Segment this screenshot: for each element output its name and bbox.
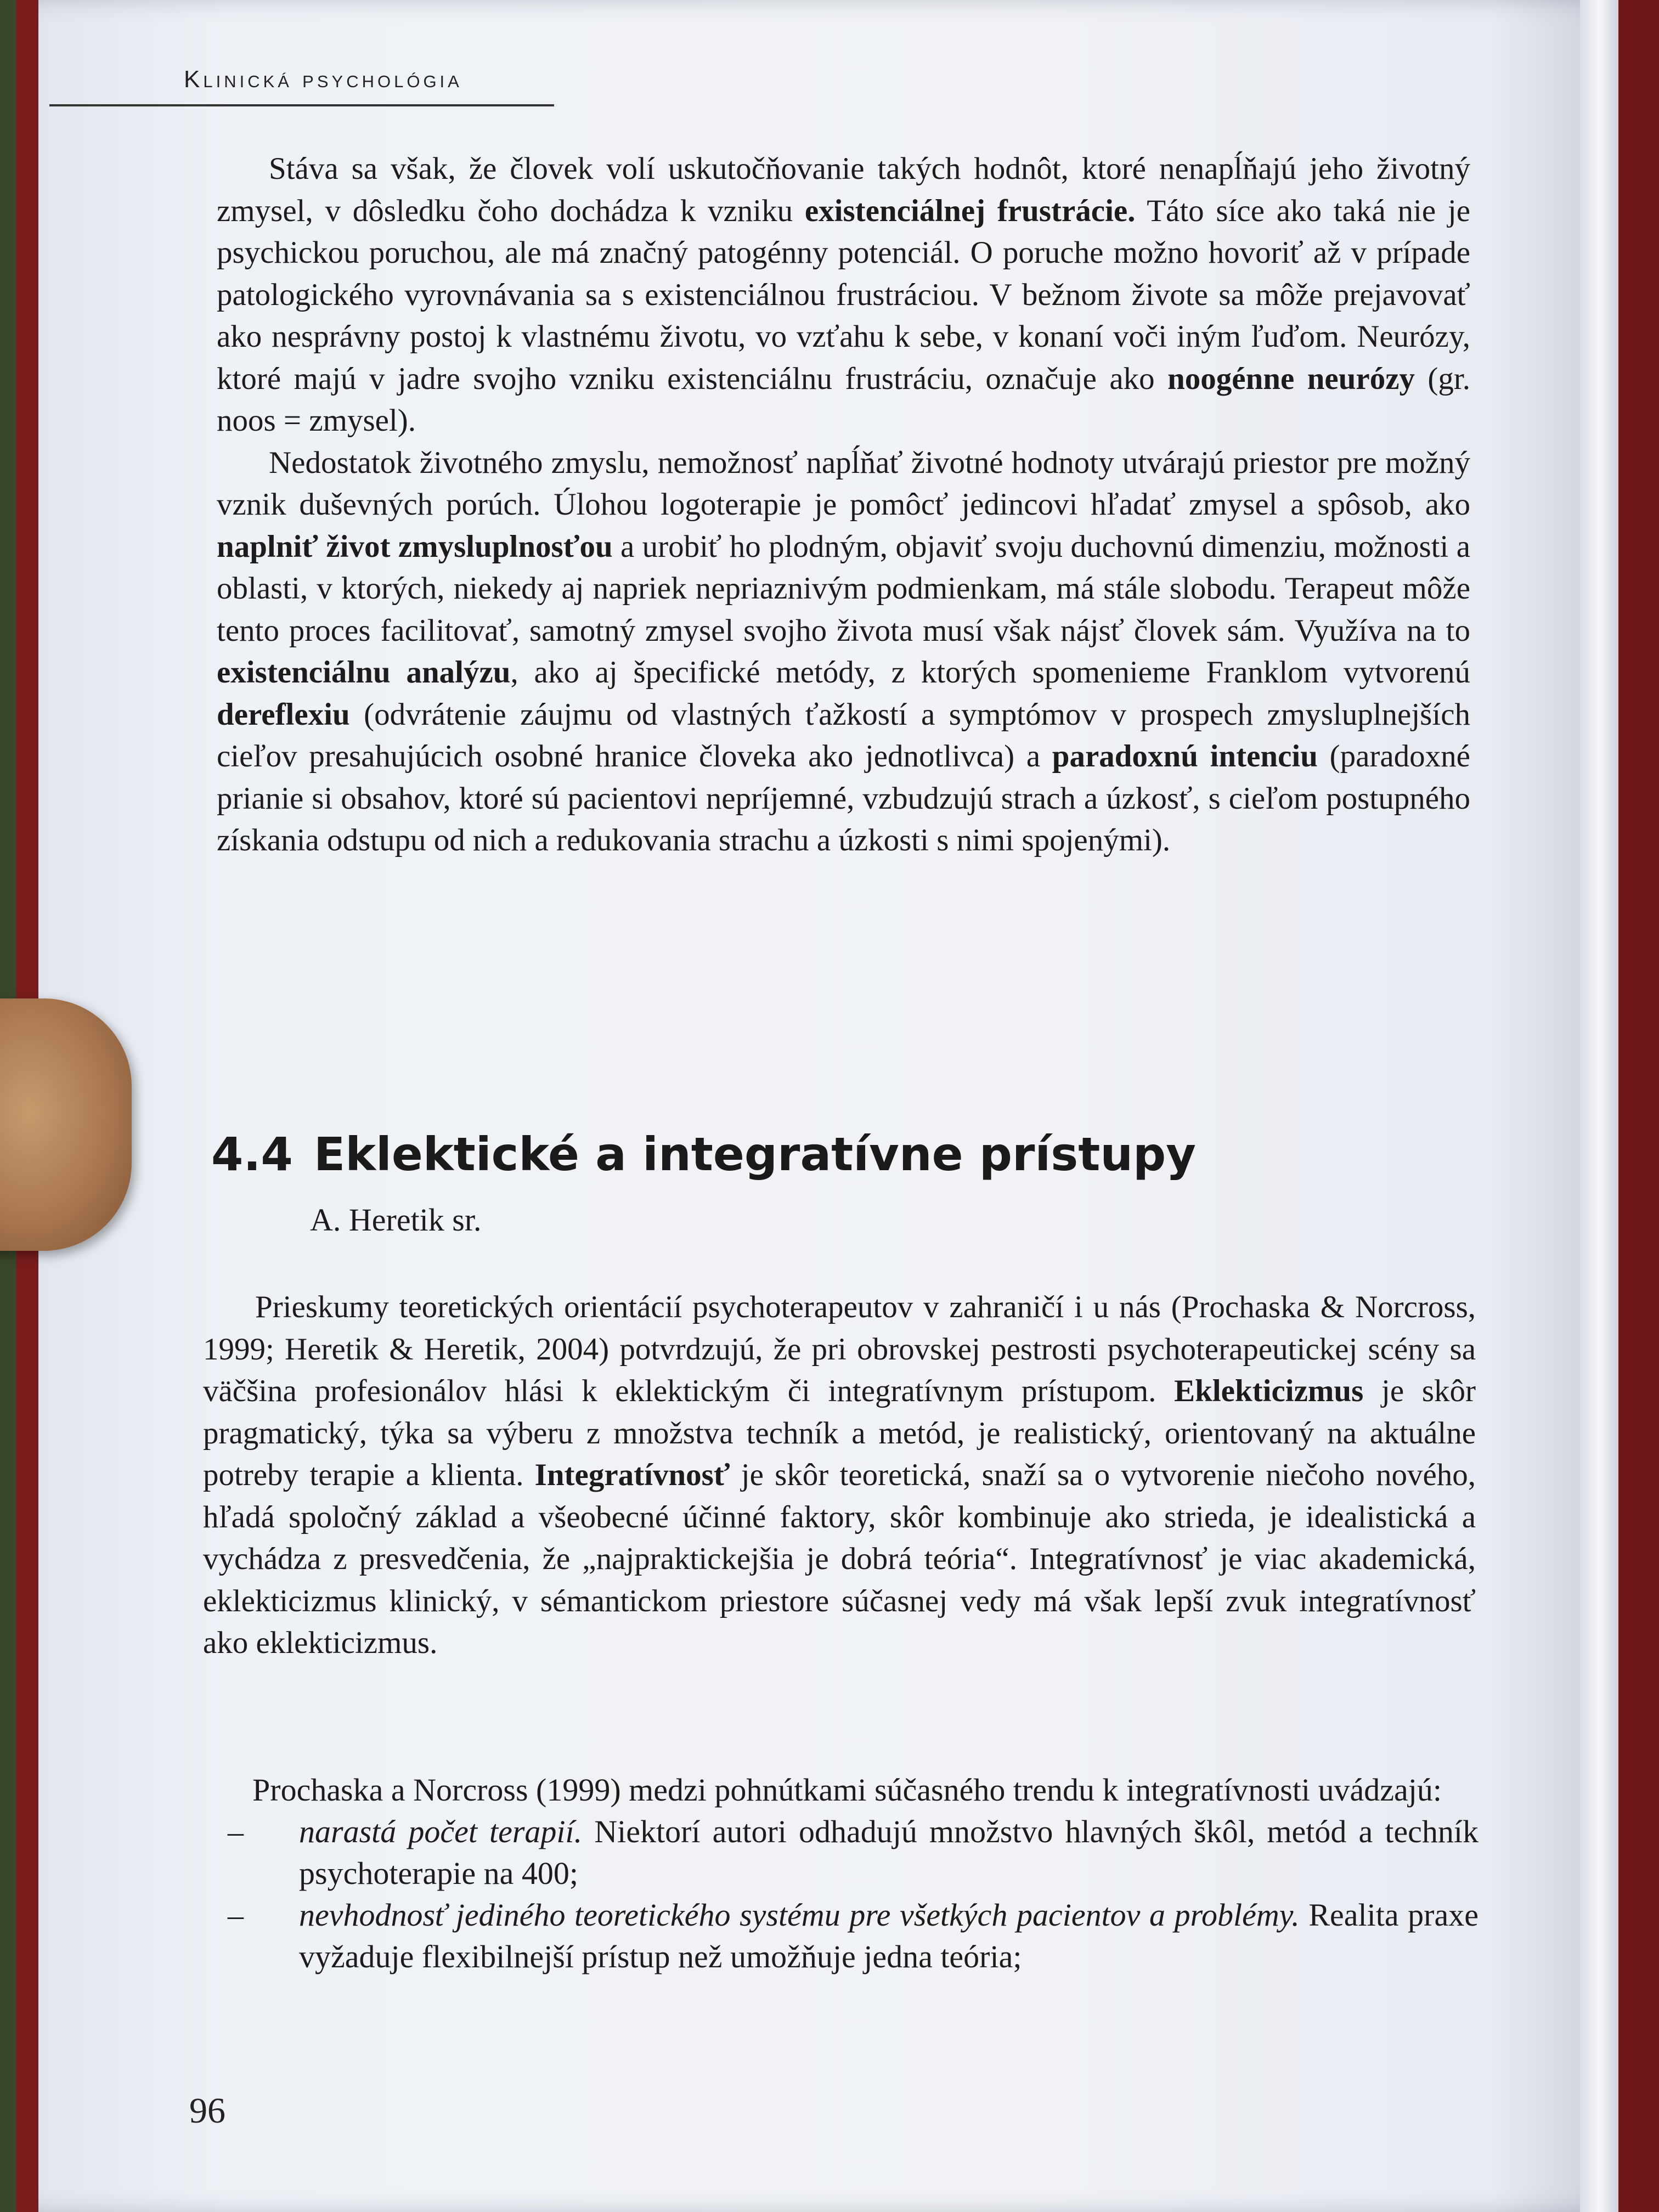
- text-run: Nedostatok životného zmyslu, nemožnosť napĺňať životné hodnoty utvárajú priestor pre možný vznik duševných porúch. Úlohou logoterapie je pomôcť jedincovi hľadať zmysel a spôsob, ako: [217, 445, 1470, 522]
- paragraph: [217, 148, 1470, 442]
- text-run: je skôr teoretická, snaží sa o vytvorenie niečoho nového, hľadá spoločný základ a všeobecné účinné faktory, skôr kombinuje ako strieda, je idealistická a vychádza z presvedčenia, že „najpraktickejšia je dobrá teória“. Integratívnosť je viac akademická, eklekticizmus klinický, v sémantickom priestore súčasnej vedy má však lepší zvuk integratívnosť ako eklekticizmus.: [203, 1458, 1476, 1660]
- list-item-text: Realita praxe vyžaduje flexibilnejší prístup než umožňuje jedna teória;: [299, 1897, 1479, 1974]
- list-item-lead: narastá počet terapií.: [299, 1814, 583, 1849]
- text-run: je skôr pragmatický, týka sa výberu z množstva techník a metód, je realistický, orientovaný na aktuálne potreby terapie a klienta.: [203, 1374, 1476, 1492]
- dash-marker: –: [228, 1814, 244, 1849]
- dash-marker: –: [228, 1897, 244, 1933]
- list-item: [200, 1811, 1479, 1894]
- bold-term: dereflexiu: [217, 697, 350, 732]
- paragraph: [217, 442, 1470, 862]
- list-intro: Prochaska a Norcross (1999) medzi pohnútkami súčasného trendu k integratívnosti uvádzajú:: [252, 1772, 1442, 1808]
- text-run: a urobiť ho plodným, objaviť svoju duchovnú dimenziu, možnosti a oblasti, v ktorých, niekedy aj napriek nepriaznivým podmienkam, má stále slobodu. Terapeut môže tento proces facilitovať, samotný zmysel svojho života musí však nájsť človek sám. Využíva na to: [217, 529, 1470, 648]
- bullet-list: [200, 1811, 1479, 1978]
- body-text-list: [200, 1769, 1479, 1978]
- body-text-section: [203, 1286, 1476, 1664]
- bold-term: Eklekticizmus: [1174, 1374, 1364, 1408]
- bold-term: noogénne neurózy: [1167, 361, 1415, 396]
- running-head: Klinická psychológia: [184, 66, 462, 93]
- text-run: , ako aj špecifické metódy, z ktorých spomenieme Franklom vytvorenú: [510, 655, 1470, 690]
- header-rule: [49, 104, 554, 106]
- text-run: Táto síce ako taká nie je psychickou poruchou, ale má značný patogénny potenciál. O poruche možno hovoriť až v prípade patologického vyrovnávania sa s existenciálnou frustráciou. V bežnom živote sa môže prejavovať ako nesprávny postoj k vlastnému životu, vo vzťahu k sebe, v konaní voči iným ľuďom. Neurózy, ktoré majú v jadre svojho vzniku existenciálnu frustráciu, označuje ako: [217, 193, 1471, 396]
- list-item-lead: nevhodnosť jediného teoretického systému pre všetkých pacientov a problémy.: [299, 1897, 1300, 1933]
- section-number: 4.4: [211, 1127, 293, 1181]
- section-title: Eklektické a integratívne prístupy: [313, 1127, 1197, 1181]
- list-item-text: Niektorí autori odhadujú množstvo hlavných škôl, metód a techník psychoterapie na 400;: [299, 1814, 1479, 1891]
- paragraph: [203, 1286, 1476, 1664]
- text-run: Prieskumy teoretických orientácií psychoterapeutov v zahraničí i u nás (Prochaska & Norcross, 1999; Heretik & Heretik, 2004) potvrdzujú, že pri obrovskej pestrosti psychoterapeutickej scény sa väčšina profesionálov hlási k eklektickým či integratívnym prístupom.: [203, 1290, 1476, 1408]
- thumb: [0, 998, 132, 1251]
- text-run: (odvrátenie záujmu od vlastných ťažkostí a symptómov v prospech zmysluplnejších cieľov presahujúcich osobné hranice človeka ako jednotlivca) a: [217, 697, 1470, 774]
- text-run: (paradoxné prianie si obsahov, ktoré sú pacientovi nepríjemné, vzbudzujú strach a úzkosť, s cieľom postupného získania odstupu od nich a redukovania strachu a úzkosti s nimi spojenými).: [217, 739, 1470, 857]
- bold-term: existenciálnu analýzu: [217, 655, 511, 690]
- section-heading: [211, 1127, 1196, 1181]
- bold-term: naplniť život zmysluplnosťou: [217, 529, 613, 564]
- bold-term: Integratívnosť: [534, 1458, 730, 1492]
- body-text-top: [217, 148, 1470, 862]
- list-item: [200, 1894, 1479, 1978]
- bold-term: existenciálnej frustrácie.: [804, 193, 1136, 228]
- section-author: A. Heretik sr.: [310, 1202, 482, 1238]
- bold-term: paradoxnú intenciu: [1052, 739, 1318, 774]
- text-run: Stáva sa však, že človek volí uskutočňovanie takých hodnôt, ktoré nenapĺňajú jeho životný zmysel, v dôsledku čoho dochádza k vzniku: [217, 151, 1470, 228]
- text-run: (gr. noos = zmysel).: [217, 361, 1470, 438]
- page-number: 96: [189, 2091, 225, 2131]
- page-edge: [1580, 0, 1618, 2212]
